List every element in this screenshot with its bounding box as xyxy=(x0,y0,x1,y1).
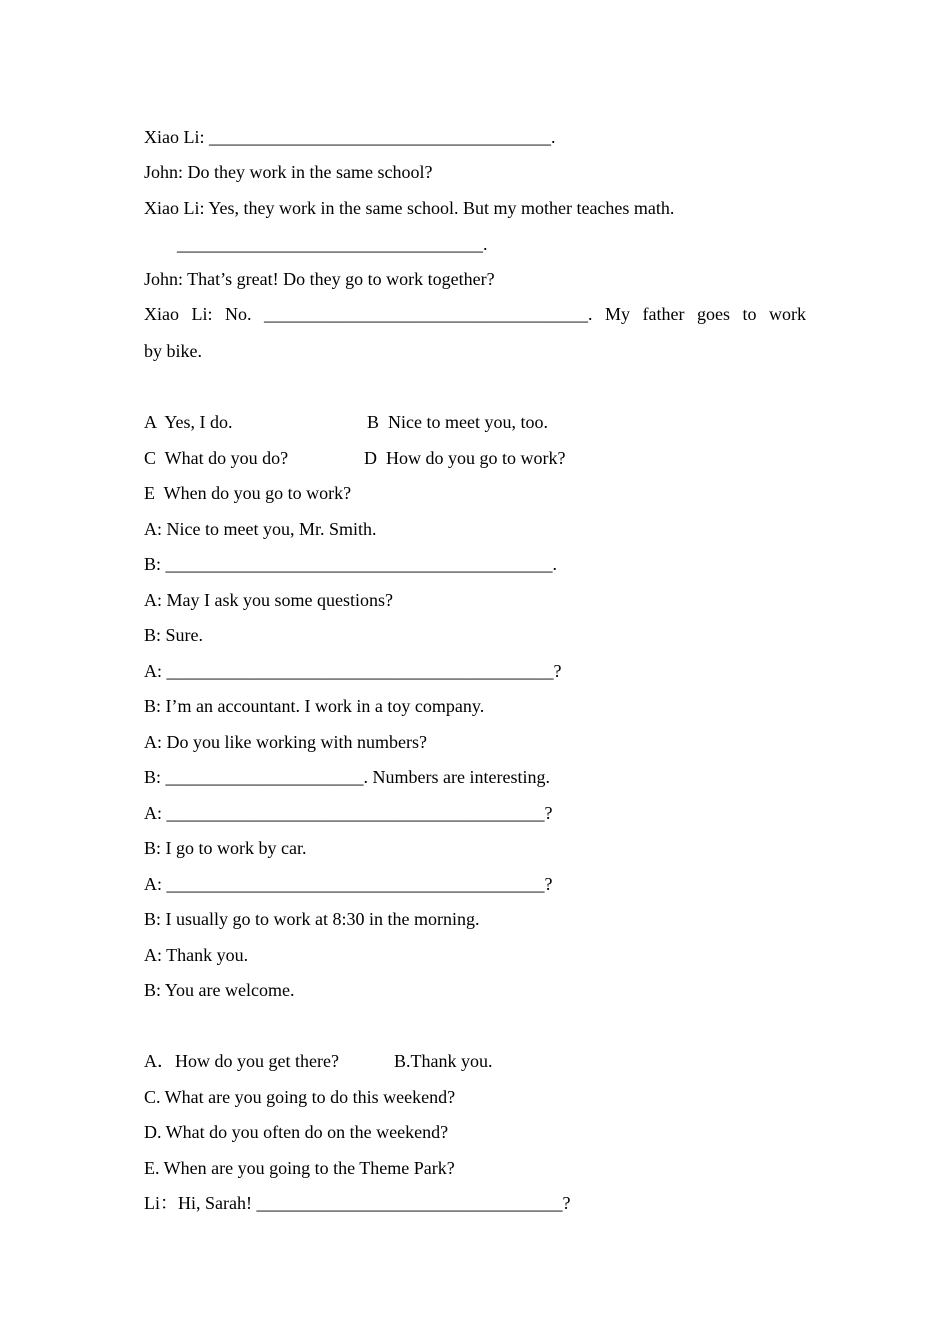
dialog2-line: A: Do you like working with numbers? xyxy=(144,732,427,752)
word: Xiao xyxy=(144,304,179,324)
dialog2-line: A: __________________________________________? xyxy=(144,803,553,823)
dialog2-line: A: __________________________________________? xyxy=(144,874,553,894)
option2-c: C. What are you going to do this weekend? xyxy=(144,1087,456,1107)
dialog1-line-1: Xiao Li: ______________________________________. xyxy=(144,127,556,147)
word: to xyxy=(742,304,757,324)
dialog2-line: A: May I ask you some questions? xyxy=(144,590,393,610)
dialog2-line: A: Thank you. xyxy=(144,945,249,965)
dialog2-line: B: ___________________________________________. xyxy=(144,554,558,574)
word: No. xyxy=(225,304,252,324)
dialog2-line: B: Sure. xyxy=(144,625,204,645)
dialog2-line: B: You are welcome. xyxy=(144,980,295,1000)
dialog2-line: B: I go to work by car. xyxy=(144,838,307,858)
word: goes xyxy=(696,304,730,324)
word: work xyxy=(769,304,806,324)
option2-a: A．How do you get there? xyxy=(144,1051,339,1071)
option2-d: D. What do you often do on the weekend? xyxy=(144,1122,449,1142)
dialog2-line: B: I’m an accountant. I work in a toy company. xyxy=(144,696,485,716)
option1-c: C What do you do? xyxy=(144,448,289,468)
answer-blank: ____________________________________. xyxy=(264,304,593,324)
dialog1-line-6 xyxy=(144,303,806,325)
option2-b: B.Thank you. xyxy=(394,1051,493,1071)
word: My xyxy=(605,304,631,324)
word: Li: xyxy=(191,304,213,324)
dialog2-line: B: I usually go to work at 8:30 in the morning. xyxy=(144,909,480,929)
dialog2-line: A: Nice to meet you, Mr. Smith. xyxy=(144,519,377,539)
dialog1-line-7: by bike. xyxy=(144,341,202,361)
dialog1-line-4: __________________________________. xyxy=(177,234,488,254)
dialog2-line: B: ______________________. Numbers are interesting. xyxy=(144,767,550,787)
option2-e: E. When are you going to the Theme Park? xyxy=(144,1158,455,1178)
dialog2-line: A: ___________________________________________? xyxy=(144,661,562,681)
option1-a: A Yes, I do. xyxy=(144,412,233,432)
option1-d: D How do you go to work? xyxy=(364,448,566,468)
dialog3-line-1: Li：Hi, Sarah! __________________________________? xyxy=(144,1193,571,1213)
dialog1-line-5: John: That’s great! Do they go to work together? xyxy=(144,269,495,289)
option1-e: E When do you go to work? xyxy=(144,483,352,503)
dialog1-line-2: John: Do they work in the same school? xyxy=(144,162,433,182)
dialog1-line-3: Xiao Li: Yes, they work in the same school. But my mother teaches math. xyxy=(144,198,675,218)
word: father xyxy=(642,304,685,324)
option1-b: B Nice to meet you, too. xyxy=(367,412,548,432)
